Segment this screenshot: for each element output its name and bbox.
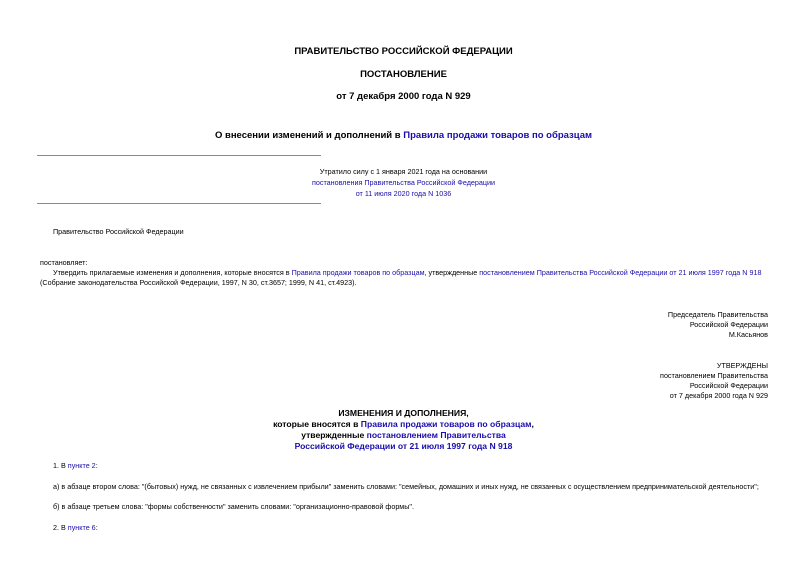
changes-approved-line <box>0 430 807 440</box>
title-rules-link[interactable]: Правила продажи товаров по образцам <box>403 130 593 141</box>
item-1b: б) в абзаце третьем слова: "формы собственности" заменить словами: "организационно-правовой формы". <box>53 502 414 511</box>
changes-approved-text: утвержденные <box>301 430 367 440</box>
item-1a: а) в абзаце втором слова: "(бытовых) нужд, не связанных с извлечением прибыли" заменить словами: "семейных, домашних и иных нужд, не связанных с осуществлением предпринимательской деятельности"; <box>53 482 759 491</box>
divider-top <box>37 155 321 156</box>
signature-country: Российской Федерации <box>689 320 768 329</box>
resolves-text: постановляет: <box>40 258 88 267</box>
item-2-link[interactable]: пункте 6 <box>67 523 96 532</box>
item-1-link[interactable]: пункте 2 <box>67 461 96 470</box>
p1-text-a: Утвердить прилагаемые изменения и дополнения, которые вносятся в <box>53 268 292 277</box>
item-1-prefix: 1. В <box>53 461 68 470</box>
changes-date-link[interactable]: Российской Федерации от 21 июля 1997 года N 918 <box>294 441 513 451</box>
title-prefix: О внесении изменений и дополнений в <box>214 130 404 141</box>
p1-text-b: , утвержденные <box>424 268 480 277</box>
status-note-line: Утратило силу с 1 января 2021 года на основании <box>319 167 488 176</box>
divider-bottom <box>37 203 321 204</box>
document-date-number: от 7 декабря 2000 года N 929 <box>336 91 471 102</box>
approved-country: Российской Федерации <box>689 381 768 390</box>
repeal-date-link[interactable]: от 11 июля 2020 года N 1036 <box>355 189 452 198</box>
item-1 <box>53 461 98 470</box>
document-type: ПОСТАНОВЛЕНИЕ <box>360 69 447 80</box>
item-2-prefix: 2. В <box>53 523 68 532</box>
paragraph-1-citation: (Собрание законодательства Российской Федерации, 1997, N 30, ст.3657; 1999, N 41, ст.4923). <box>40 278 357 287</box>
status-note-link-row-2 <box>0 189 807 198</box>
p1-rules-link[interactable]: Правила продажи товаров по образцам <box>291 268 425 277</box>
p1-resolution-link[interactable]: постановлением Правительства Российской Федерации от 21 июля 1997 года N 918 <box>479 268 762 277</box>
changes-text-a: которые вносятся в <box>273 419 361 429</box>
approved-date: от 7 декабря 2000 года N 929 <box>669 391 768 400</box>
changes-date-line <box>0 441 807 451</box>
approved-by: постановлением Правительства <box>660 371 768 380</box>
changes-heading: ИЗМЕНЕНИЯ И ДОПОЛНЕНИЯ, <box>338 408 469 418</box>
changes-rules-link[interactable]: Правила продажи товаров по образцам <box>360 419 532 429</box>
changes-resolution-link[interactable]: постановлением Правительства <box>366 430 506 440</box>
status-note-link-row <box>0 178 807 187</box>
changes-text-b: , <box>531 419 534 429</box>
paragraph-1 <box>53 268 761 277</box>
item-1-suffix: : <box>95 461 98 470</box>
document-title <box>0 130 807 141</box>
government-heading: ПРАВИТЕЛЬСТВО РОССИЙСКОЙ ФЕДЕРАЦИИ <box>294 46 513 57</box>
approved-heading: УТВЕРЖДЕНЫ <box>716 361 768 370</box>
item-2 <box>53 523 98 532</box>
repeal-resolution-link[interactable]: постановления Правительства Российской Федерации <box>311 178 496 187</box>
changes-subheading <box>0 419 807 429</box>
issuer-text: Правительство Российской Федерации <box>53 227 184 236</box>
item-2-suffix: : <box>95 523 98 532</box>
signature-name: М.Касьянов <box>728 330 768 339</box>
signature-title: Председатель Правительства <box>667 310 768 319</box>
